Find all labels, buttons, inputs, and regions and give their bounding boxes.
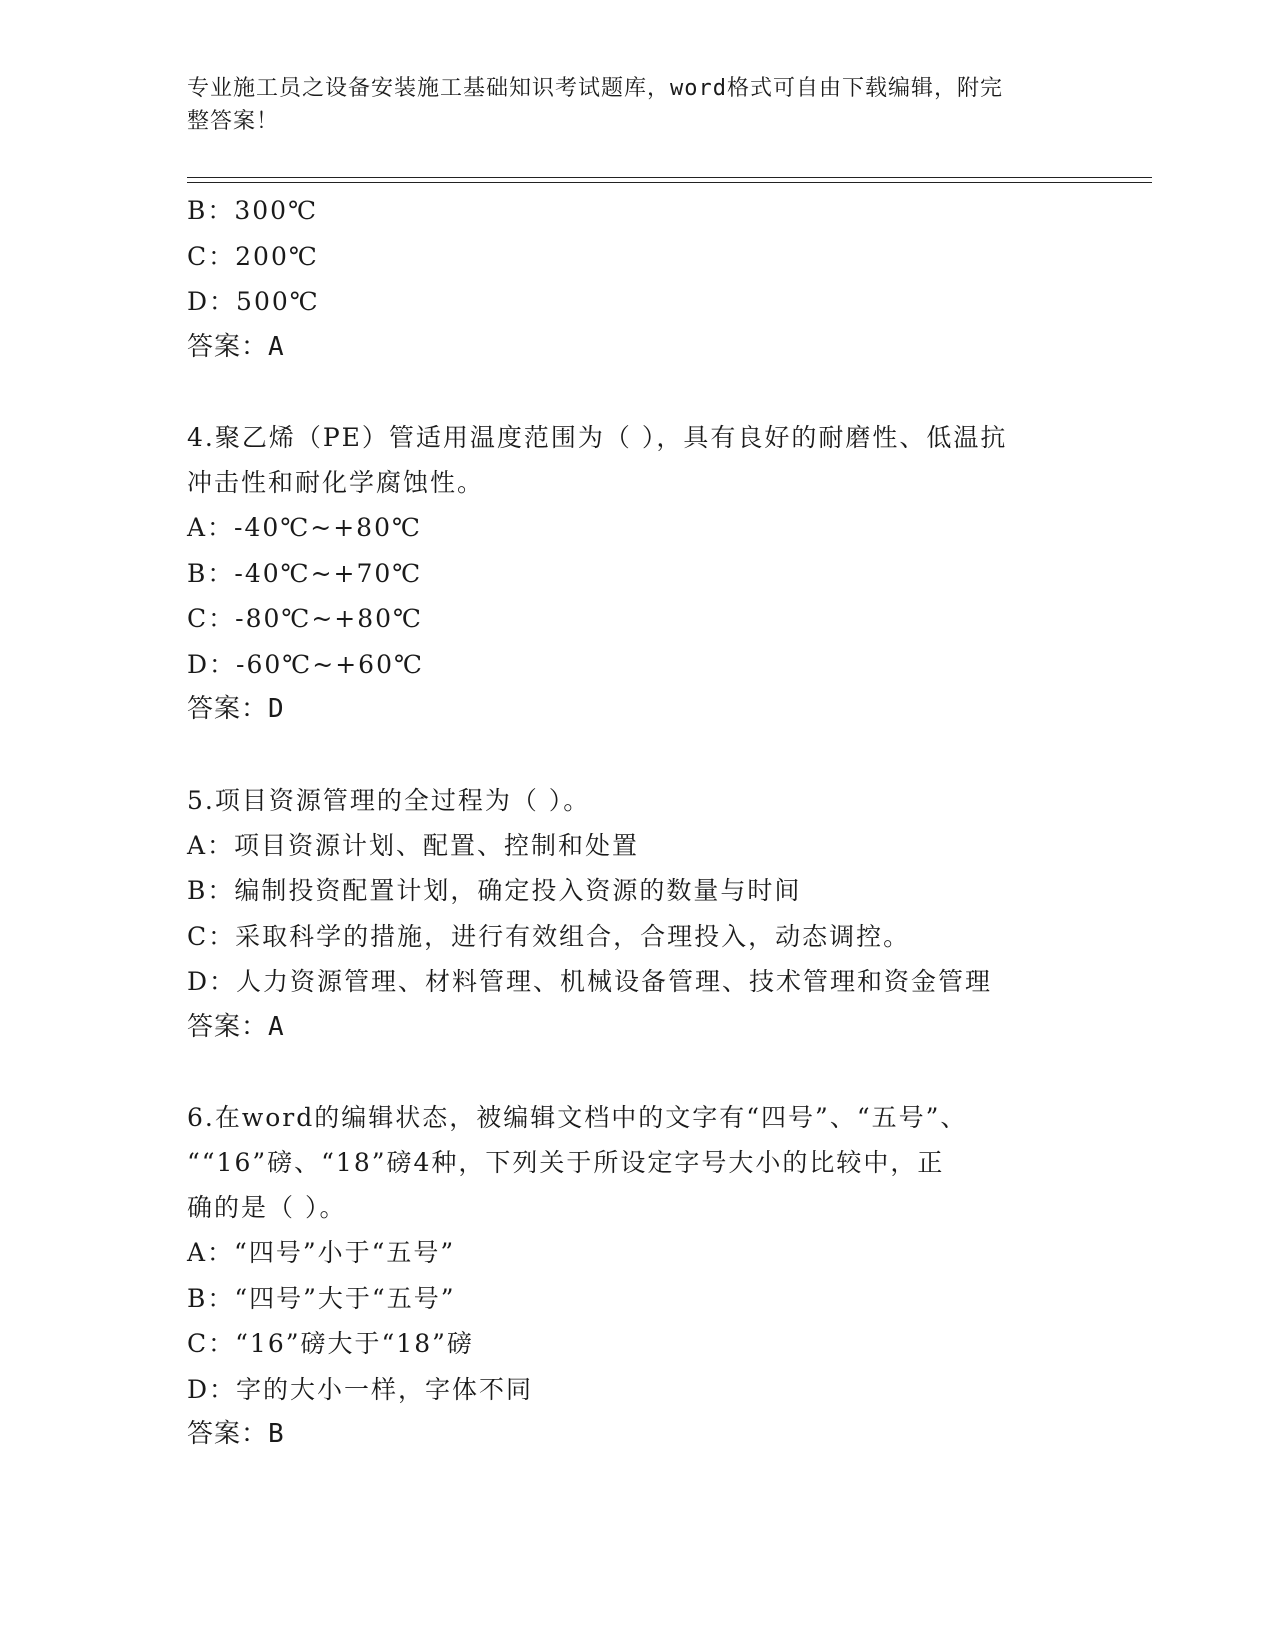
option-d: D：-60℃~+60℃ xyxy=(187,649,424,679)
option-a: A：项目资源计划、配置、控制和处置 xyxy=(187,830,640,860)
question-5 xyxy=(187,778,1087,1051)
option-c: C：“16”磅大于“18”磅 xyxy=(187,1329,474,1358)
option-c: C：采取科学的措施，进行有效组合，合理投入，动态调控。 xyxy=(187,921,911,951)
question-stem-line: 冲击性和耐化学腐蚀性。 xyxy=(187,468,485,497)
option-b: B：-40℃~+70℃ xyxy=(187,558,423,588)
option-d: D：500℃ xyxy=(187,287,320,316)
question-list xyxy=(187,188,1087,1458)
answer: 答案：A xyxy=(187,1011,285,1042)
question-6 xyxy=(187,1095,1087,1458)
document-header xyxy=(187,72,1067,138)
option-a: A：-40℃~+80℃ xyxy=(187,513,422,542)
question-stem-line: ““16”磅、“18”磅4种，下列关于所设定字号大小的比较中，正 xyxy=(187,1148,945,1177)
question-stem-line: 6.在word的编辑状态，被编辑文档中的文字有“四号”、“五号”、 xyxy=(187,1103,968,1132)
answer: 答案：A xyxy=(187,331,285,362)
header-line-1: 专业施工员之设备安装施工基础知识考试题库，word格式可自由下载编辑，附完 xyxy=(187,76,1003,101)
header-rule-top xyxy=(187,177,1152,178)
question-3-remainder xyxy=(187,188,1087,370)
question-4 xyxy=(187,415,1087,733)
option-b: B：编制投资配置计划，确定投入资源的数量与时间 xyxy=(187,876,802,905)
header-line-2: 整答案！ xyxy=(187,109,280,134)
option-a: A：“四号”小于“五号” xyxy=(187,1238,456,1267)
question-stem-line: 5.项目资源管理的全过程为（ ）。 xyxy=(187,785,591,815)
option-d: D：字的大小一样，字体不同 xyxy=(187,1374,534,1404)
spacer xyxy=(187,733,1087,778)
spacer xyxy=(187,1050,1087,1095)
option-d: D：人力资源管理、材料管理、机械设备管理、技术管理和资金管理 xyxy=(187,967,993,996)
option-b: B：300℃ xyxy=(187,196,319,225)
spacer xyxy=(187,370,1087,415)
option-c: C：200℃ xyxy=(187,241,319,271)
question-stem-line: 4.聚乙烯（PE）管适用温度范围为（ ），具有良好的耐磨性、低温抗 xyxy=(187,423,1008,452)
option-c: C：-80℃~+80℃ xyxy=(187,604,424,633)
header-rule-bottom xyxy=(187,182,1152,183)
answer: 答案：B xyxy=(187,1419,285,1449)
question-stem-line: 确的是（ ）。 xyxy=(187,1193,347,1222)
option-b: B：“四号”大于“五号” xyxy=(187,1283,456,1313)
answer: 答案：D xyxy=(187,694,285,724)
